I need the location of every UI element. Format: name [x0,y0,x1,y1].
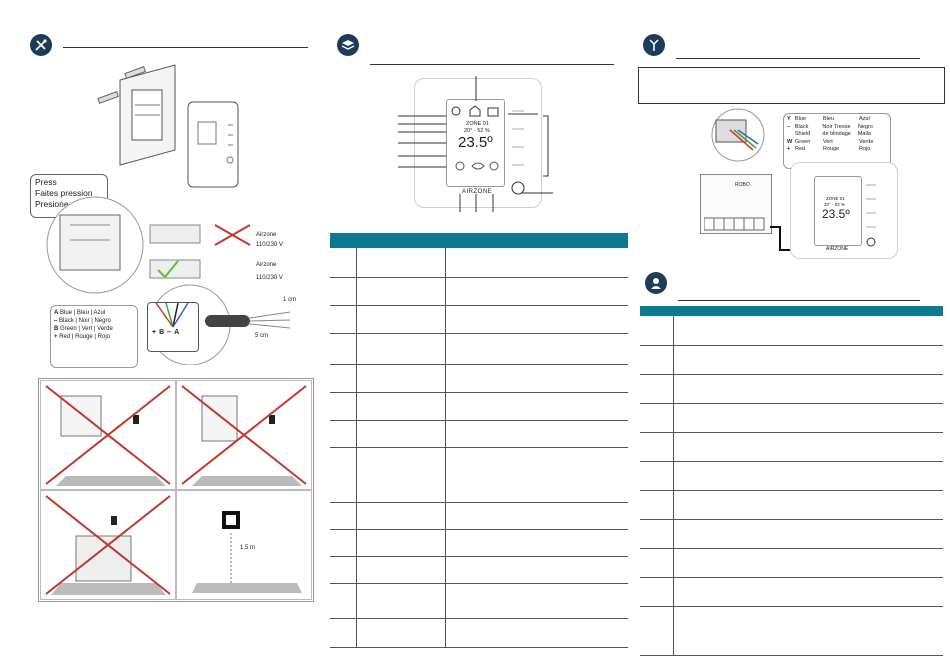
press-text-es: Presione [35,199,69,209]
terminal-plus: + [152,329,157,336]
section-divider [63,47,308,48]
wired-thermostat-temp: 23.5º [822,207,850,221]
module-label: ROBO [735,182,750,188]
wired-thermostat-zone: ZONE 01 [826,196,845,201]
connector-illustration [698,108,778,163]
callout-lines [398,76,558,216]
section-divider [676,58,920,59]
cable-label-voltage-1: 110/230 V [256,242,283,248]
wired-thermostat-brand: AIRZONE [826,246,849,252]
spec-table-header [330,233,628,248]
terminal-minus: – [167,329,172,336]
wired-thermostat-reading: 20° - 52 % [824,202,846,207]
connection-icon [643,34,665,56]
section-divider [678,300,920,301]
dimension-1cm: 1 cm [283,297,297,303]
wiring-legend [783,113,891,169]
thermostat-reading: 20° - 52 % [464,128,490,134]
settings-table-body [640,316,943,656]
legend-row-red: + Red | Rouge | Rojo [54,334,110,340]
wired-thermostat-keys [864,180,880,250]
settings-table-header [640,306,943,316]
wiring-legend-row-y: Y Blue Bleu Azul [787,116,870,122]
cable-label-airzone-1: Airzone [256,232,277,238]
tools-icon [30,34,52,56]
thermostat-temperature: 23.5º [458,134,493,151]
notice-box [638,67,945,104]
wiring-legend-row-red: + Red Rouge Rojo [787,146,871,152]
layers-icon [337,34,359,56]
cable-label-voltage-2: 110/230 V [256,275,283,281]
terminal-a: A [174,329,180,336]
terminal-b: B [159,329,165,336]
user-settings-icon [645,272,667,294]
height-label: 1.5 m [240,545,256,551]
placement-door-bad [176,380,312,490]
cable-label-airzone-2: Airzone [256,262,277,268]
legend-row-a: A Blue | Bleu | Azul [54,310,106,316]
placement-radiator-bad [40,490,176,600]
thermostat-zone: ZONE 01 [466,121,489,127]
press-text-fr: Faites pression [35,188,93,198]
press-text-en: Press [35,177,57,187]
wire-color-legend [50,305,138,368]
wiring-legend-row-w: W Green Vert Verde [787,138,874,145]
module-terminals [704,214,770,234]
dimension-5cm: 5 cm [255,333,269,339]
legend-row-black: – Black | Noir | Negro [54,318,111,324]
spec-table-body [330,248,628,648]
legend-row-b: B Green | Vert | Verde [54,326,113,332]
section-divider [370,64,614,65]
placement-window-bad [40,380,176,490]
stripped-cable-illustration [200,300,300,345]
thermostat-brand: AIRZONE [462,189,493,195]
terminal-block [147,302,199,352]
wiring-legend-row-shield: – Black Shield Noir Tresse de blindage Negro Malla [787,123,873,137]
